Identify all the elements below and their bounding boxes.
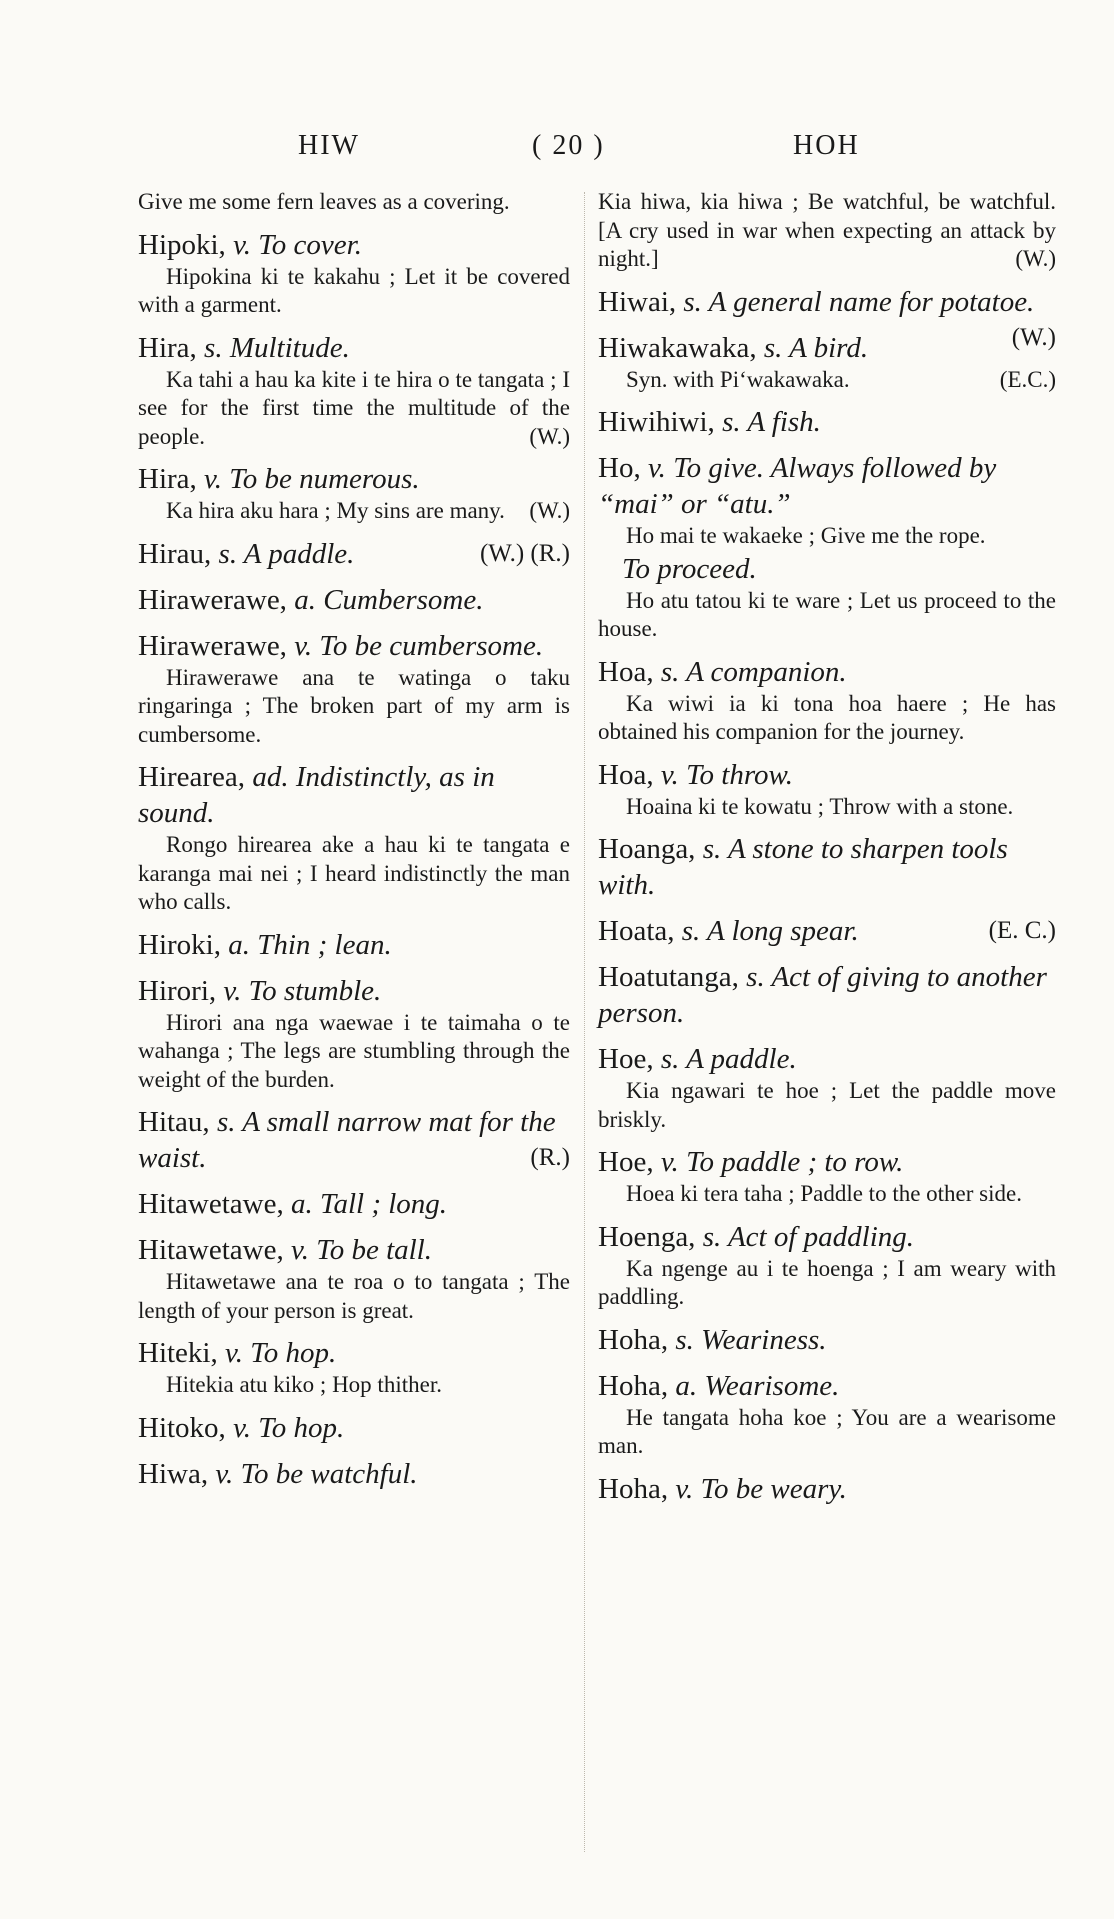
definition: A companion. (686, 655, 847, 688)
definition: A bird. (789, 331, 869, 364)
dictionary-entry (138, 582, 570, 618)
example-text: Ka tahi a hau ka kite i te hira o te tangata ; I see for the first time the multitude of the people. (138, 366, 570, 449)
dictionary-entry (598, 1368, 1056, 1461)
headword: Hiroki, (138, 928, 229, 961)
part-of-speech: s. (702, 1220, 728, 1253)
definition: Thin ; lean. (257, 928, 392, 961)
entry-heading (138, 927, 570, 963)
dictionary-entry (598, 1219, 1056, 1312)
part-of-speech: v. (204, 463, 230, 495)
example-text: Kia hiwa, kia hiwa ; Be watchful, be watchful. [A cry used in war when expecting an attack by night.] (598, 189, 1056, 271)
entry-heading (598, 1144, 1056, 1180)
entry-heading (598, 913, 1056, 949)
dictionary-entry (598, 450, 1056, 644)
headword: Hira, (138, 463, 205, 495)
definition: Tall ; long. (320, 1188, 448, 1220)
entry-heading (598, 330, 1056, 366)
example-sentence (138, 497, 570, 526)
part-of-speech: a. (291, 1188, 320, 1220)
headword: Hirawerawe, (138, 629, 295, 662)
right-column (598, 188, 1056, 1517)
entry-heading (598, 757, 1056, 793)
entry-heading (138, 1232, 570, 1268)
dictionary-entry (138, 973, 570, 1095)
headword: Hitawetawe, (138, 1234, 291, 1266)
dictionary-entry (598, 913, 1056, 949)
part-of-speech: s. (675, 1323, 702, 1356)
spacer (598, 394, 1056, 404)
entry-heading (598, 1041, 1056, 1077)
example-text: Kia ngawari te hoe ; Let the paddle move briskly. (598, 1078, 1056, 1132)
headword: Ho, (598, 452, 648, 484)
example-sentence (598, 587, 1056, 644)
definition: To be watchful. (240, 1457, 418, 1490)
spacer (138, 1492, 570, 1502)
part-of-speech: s. (702, 833, 728, 865)
part-of-speech: v. (660, 1146, 687, 1178)
page-header (140, 130, 1060, 170)
example-text: Ka hira aku hara ; My sins are many. (166, 498, 505, 523)
dictionary-entry (138, 759, 570, 917)
headword: Hoenga, (598, 1220, 703, 1253)
header-right-guideword: HOH (793, 130, 860, 161)
dictionary-entry (598, 1471, 1056, 1507)
example-sentence (138, 1009, 570, 1095)
dictionary-entry (598, 1041, 1056, 1134)
definition: A paddle. (686, 1043, 797, 1075)
spacer (598, 903, 1056, 913)
part-of-speech: s. (683, 285, 709, 318)
example-text: Hoea ki tera taha ; Paddle to the other side. (626, 1181, 1022, 1206)
spacer (598, 1358, 1056, 1368)
example-sentence (598, 366, 1056, 395)
entry-heading (138, 1335, 570, 1371)
part-of-speech: s. (660, 655, 687, 688)
example-sentence (598, 1180, 1056, 1209)
headword: Hiwai, (598, 285, 684, 318)
definition: A long spear. (707, 915, 859, 947)
source-abbrev: (W.) (1015, 246, 1056, 271)
example-sentence (598, 522, 1056, 551)
page-number: ( 20 ) (532, 130, 605, 161)
dictionary-entry (598, 959, 1056, 1031)
example-sentence (598, 1077, 1056, 1134)
example-text: Hitawetawe ana te roa o to tangata ; The length of your person is great. (138, 1269, 570, 1323)
spacer (138, 572, 570, 582)
spacer (598, 1312, 1056, 1322)
spacer (138, 1176, 570, 1186)
example-text: Hirawerawe ana te watinga o taku ringaringa ; The broken part of my arm is cumbersome. (138, 664, 570, 747)
entry-heading (138, 759, 570, 831)
definition: A small narrow mat for the waist. (138, 1106, 556, 1174)
entry-heading (138, 536, 570, 572)
part-of-speech: s. (746, 961, 772, 993)
dictionary-entry (138, 1186, 570, 1222)
dictionary-entry (138, 1456, 570, 1492)
part-of-speech: v. (660, 758, 687, 791)
example-text: Ka ngenge au i te hoenga ; I am weary with paddling. (598, 1255, 1056, 1309)
example-text: Rongo hirearea ake a hau ki te tangata e karanga mai nei ; I heard indistinctly the man who calls. (138, 832, 570, 914)
part-of-speech: s. (216, 1106, 243, 1138)
example-text: Give me some fern leaves as a covering. (138, 189, 510, 214)
definition: To give. Always followed by “mai” or “atu.” (598, 452, 997, 520)
entry-heading (598, 1368, 1056, 1404)
spacer (138, 749, 570, 759)
spacer (598, 274, 1056, 284)
dictionary-entry (138, 536, 570, 572)
sub-sense: To proceed. (622, 552, 757, 585)
dictionary-entry (598, 831, 1056, 903)
source-abbrev: (W.) (529, 498, 570, 523)
dictionary-entry (138, 1104, 570, 1176)
example-sentence (598, 690, 1056, 747)
headword: Hoata, (598, 915, 682, 947)
headword: Hoha, (598, 1472, 676, 1505)
dictionary-entry (598, 1144, 1056, 1209)
dictionary-entry (138, 1335, 570, 1400)
headword: Hirau, (138, 537, 219, 570)
entry-heading (598, 1322, 1056, 1358)
headword: Hitoko, (138, 1411, 234, 1444)
header-left-guideword: HIW (298, 130, 360, 161)
entry-heading (138, 582, 570, 618)
spacer (138, 963, 570, 973)
spacer (138, 451, 570, 461)
definition: Cumbersome. (323, 583, 484, 616)
headword: Hiwa, (138, 1457, 216, 1490)
definition: To paddle ; to row. (686, 1146, 904, 1178)
spacer (138, 1325, 570, 1335)
spacer (138, 917, 570, 927)
dictionary-entry (598, 330, 1056, 395)
example-sentence (598, 1404, 1056, 1461)
part-of-speech: v. (291, 1234, 317, 1266)
spacer (138, 1446, 570, 1456)
headword: Hira, (138, 331, 205, 364)
part-of-speech: v. (647, 452, 674, 484)
example-text: Hoaina ki te kowatu ; Throw with a stone. (626, 793, 1014, 819)
part-of-speech: a. (675, 1369, 705, 1402)
headword: Hoa, (598, 655, 661, 688)
spacer (598, 949, 1056, 959)
source-abbrev: (W.) (1011, 323, 1056, 351)
example-sentence (138, 664, 570, 750)
headword: Hoanga, (598, 833, 703, 865)
definition: To hop. (250, 1337, 337, 1369)
source-abbrev: (R.) (530, 1144, 570, 1171)
definition: A fish. (747, 406, 821, 438)
spacer (598, 821, 1056, 831)
headword: Hirori, (138, 974, 224, 1007)
headword: Hoatutanga, (598, 961, 747, 993)
dictionary-entry (598, 757, 1056, 822)
entry-heading (598, 450, 1056, 522)
example-sentence (138, 1268, 570, 1325)
entry-heading (598, 1219, 1056, 1255)
entry-heading (138, 973, 570, 1009)
source-abbrev: (E.C.) (999, 366, 1056, 392)
part-of-speech: ad. (252, 761, 296, 793)
entry-heading (138, 330, 570, 366)
headword: Hiteki, (138, 1337, 225, 1369)
definition: To throw. (686, 758, 793, 791)
example-text: Ka wiwi ia ki tona hoa haere ; He has obtained his companion for the journey. (598, 690, 1056, 744)
entry-heading (598, 1471, 1056, 1507)
source-abbrev: (E. C.) (988, 917, 1056, 944)
entry-heading (138, 227, 570, 263)
spacer (138, 320, 570, 330)
spacer (138, 1094, 570, 1104)
headword: Hirearea, (138, 761, 253, 793)
example-text: Hirori ana nga waewae i te taimaha o te wahanga ; The legs are stumbling through the weight of the burden. (138, 1009, 570, 1092)
spacer (598, 747, 1056, 757)
spacer (598, 1461, 1056, 1471)
definition: Wearisome. (704, 1369, 840, 1402)
example-text: Hitekia atu kiko ; Hop thither. (166, 1372, 442, 1397)
spacer (598, 1134, 1056, 1144)
entry-heading (138, 1410, 570, 1446)
entry-heading (598, 831, 1056, 903)
example-text: Ho mai te wakaeke ; Give me the rope. (626, 523, 986, 548)
entry-heading (598, 959, 1056, 1031)
part-of-speech: s. (660, 1043, 687, 1075)
example-sentence (138, 1371, 570, 1400)
part-of-speech: v. (294, 629, 320, 662)
spacer (138, 217, 570, 227)
dictionary-entry (138, 628, 570, 750)
definition: To stumble. (248, 974, 382, 1007)
dictionary-entry (138, 1232, 570, 1325)
part-of-speech: s. (681, 915, 708, 947)
headword: Hoha, (598, 1369, 676, 1402)
definition: Act of giving to another person. (598, 961, 1047, 1029)
entry-heading (138, 1186, 570, 1222)
headword: Hiwihiwi, (598, 406, 723, 438)
part-of-speech: s. (722, 406, 748, 438)
dictionary-entry (138, 927, 570, 963)
spacer (598, 440, 1056, 450)
example-text: Syn. with Pi‘wakawaka. (626, 366, 850, 392)
example-sentence (598, 1255, 1056, 1312)
definition: A general name for potatoe. (708, 285, 1035, 318)
continued-example (598, 188, 1056, 274)
left-column (138, 188, 570, 1502)
definition: To be numerous. (229, 463, 420, 495)
dictionary-entry (138, 227, 570, 320)
dictionary-entry (598, 404, 1056, 440)
spacer (138, 526, 570, 536)
part-of-speech: v. (223, 974, 249, 1007)
headword: Hoe, (598, 1146, 661, 1178)
spacer (138, 618, 570, 628)
definition: To be weary. (700, 1472, 847, 1505)
spacer (598, 1031, 1056, 1041)
example-sentence (138, 831, 570, 917)
source-abbrev: (W.) (R.) (479, 539, 570, 567)
definition: Act of paddling. (727, 1220, 915, 1253)
example-text: Ho atu tatou ki te ware ; Let us proceed to the house. (598, 587, 1056, 641)
entry-heading (138, 1104, 570, 1176)
spacer (138, 1400, 570, 1410)
definition: To be tall. (316, 1234, 432, 1266)
headword: Hipoki, (138, 228, 234, 261)
definition: To hop. (258, 1411, 345, 1444)
example-text: He tangata hoha koe ; You are a wearisome man. (598, 1404, 1056, 1458)
dictionary-entry (138, 330, 570, 452)
entry-heading (598, 404, 1056, 440)
spacer (598, 1507, 1056, 1517)
part-of-speech: s. (763, 331, 790, 364)
spacer (598, 320, 1056, 330)
entry-heading (138, 628, 570, 664)
entry-heading (138, 1456, 570, 1492)
part-of-speech: a. (294, 583, 324, 616)
part-of-speech: v. (215, 1457, 241, 1490)
headword: Hoa, (598, 758, 661, 791)
definition: Weariness. (701, 1323, 827, 1356)
headword: Hirawerawe, (138, 583, 295, 616)
example-sentence (138, 263, 570, 320)
column-divider (584, 192, 585, 1852)
source-abbrev: (W.) (529, 423, 570, 449)
definition: Indistinctly, as in sound. (138, 761, 495, 829)
part-of-speech: a. (228, 928, 258, 961)
part-of-speech: v. (233, 1411, 259, 1444)
example-sentence (138, 366, 570, 452)
dictionary-entry (138, 1410, 570, 1446)
entry-heading (598, 654, 1056, 690)
headword: Hiwakawaka, (598, 331, 764, 364)
part-of-speech: s. (204, 331, 230, 364)
definition: Multitude. (229, 331, 350, 364)
spacer (598, 644, 1056, 654)
dictionary-entry (598, 654, 1056, 747)
headword: Hoha, (598, 1323, 676, 1356)
definition: A paddle. (243, 537, 355, 570)
example-text: Hipokina ki te kakahu ; Let it be covered with a garment. (138, 263, 570, 317)
headword: Hoe, (598, 1043, 661, 1075)
part-of-speech: v. (225, 1337, 251, 1369)
continued-example (138, 188, 570, 217)
definition: To cover. (258, 228, 362, 261)
part-of-speech: v. (233, 228, 259, 261)
example-sentence (598, 793, 1056, 822)
dictionary-entry (138, 461, 570, 526)
dictionary-entry (598, 1322, 1056, 1358)
headword: Hitawetawe, (138, 1188, 291, 1220)
part-of-speech: s. (218, 537, 244, 570)
spacer (138, 1222, 570, 1232)
definition: To be cumbersome. (319, 629, 544, 662)
part-of-speech: v. (675, 1472, 701, 1505)
definition: A stone to sharpen tools with. (598, 833, 1008, 901)
headword: Hitau, (138, 1106, 217, 1138)
entry-heading (138, 461, 570, 497)
spacer (598, 1209, 1056, 1219)
